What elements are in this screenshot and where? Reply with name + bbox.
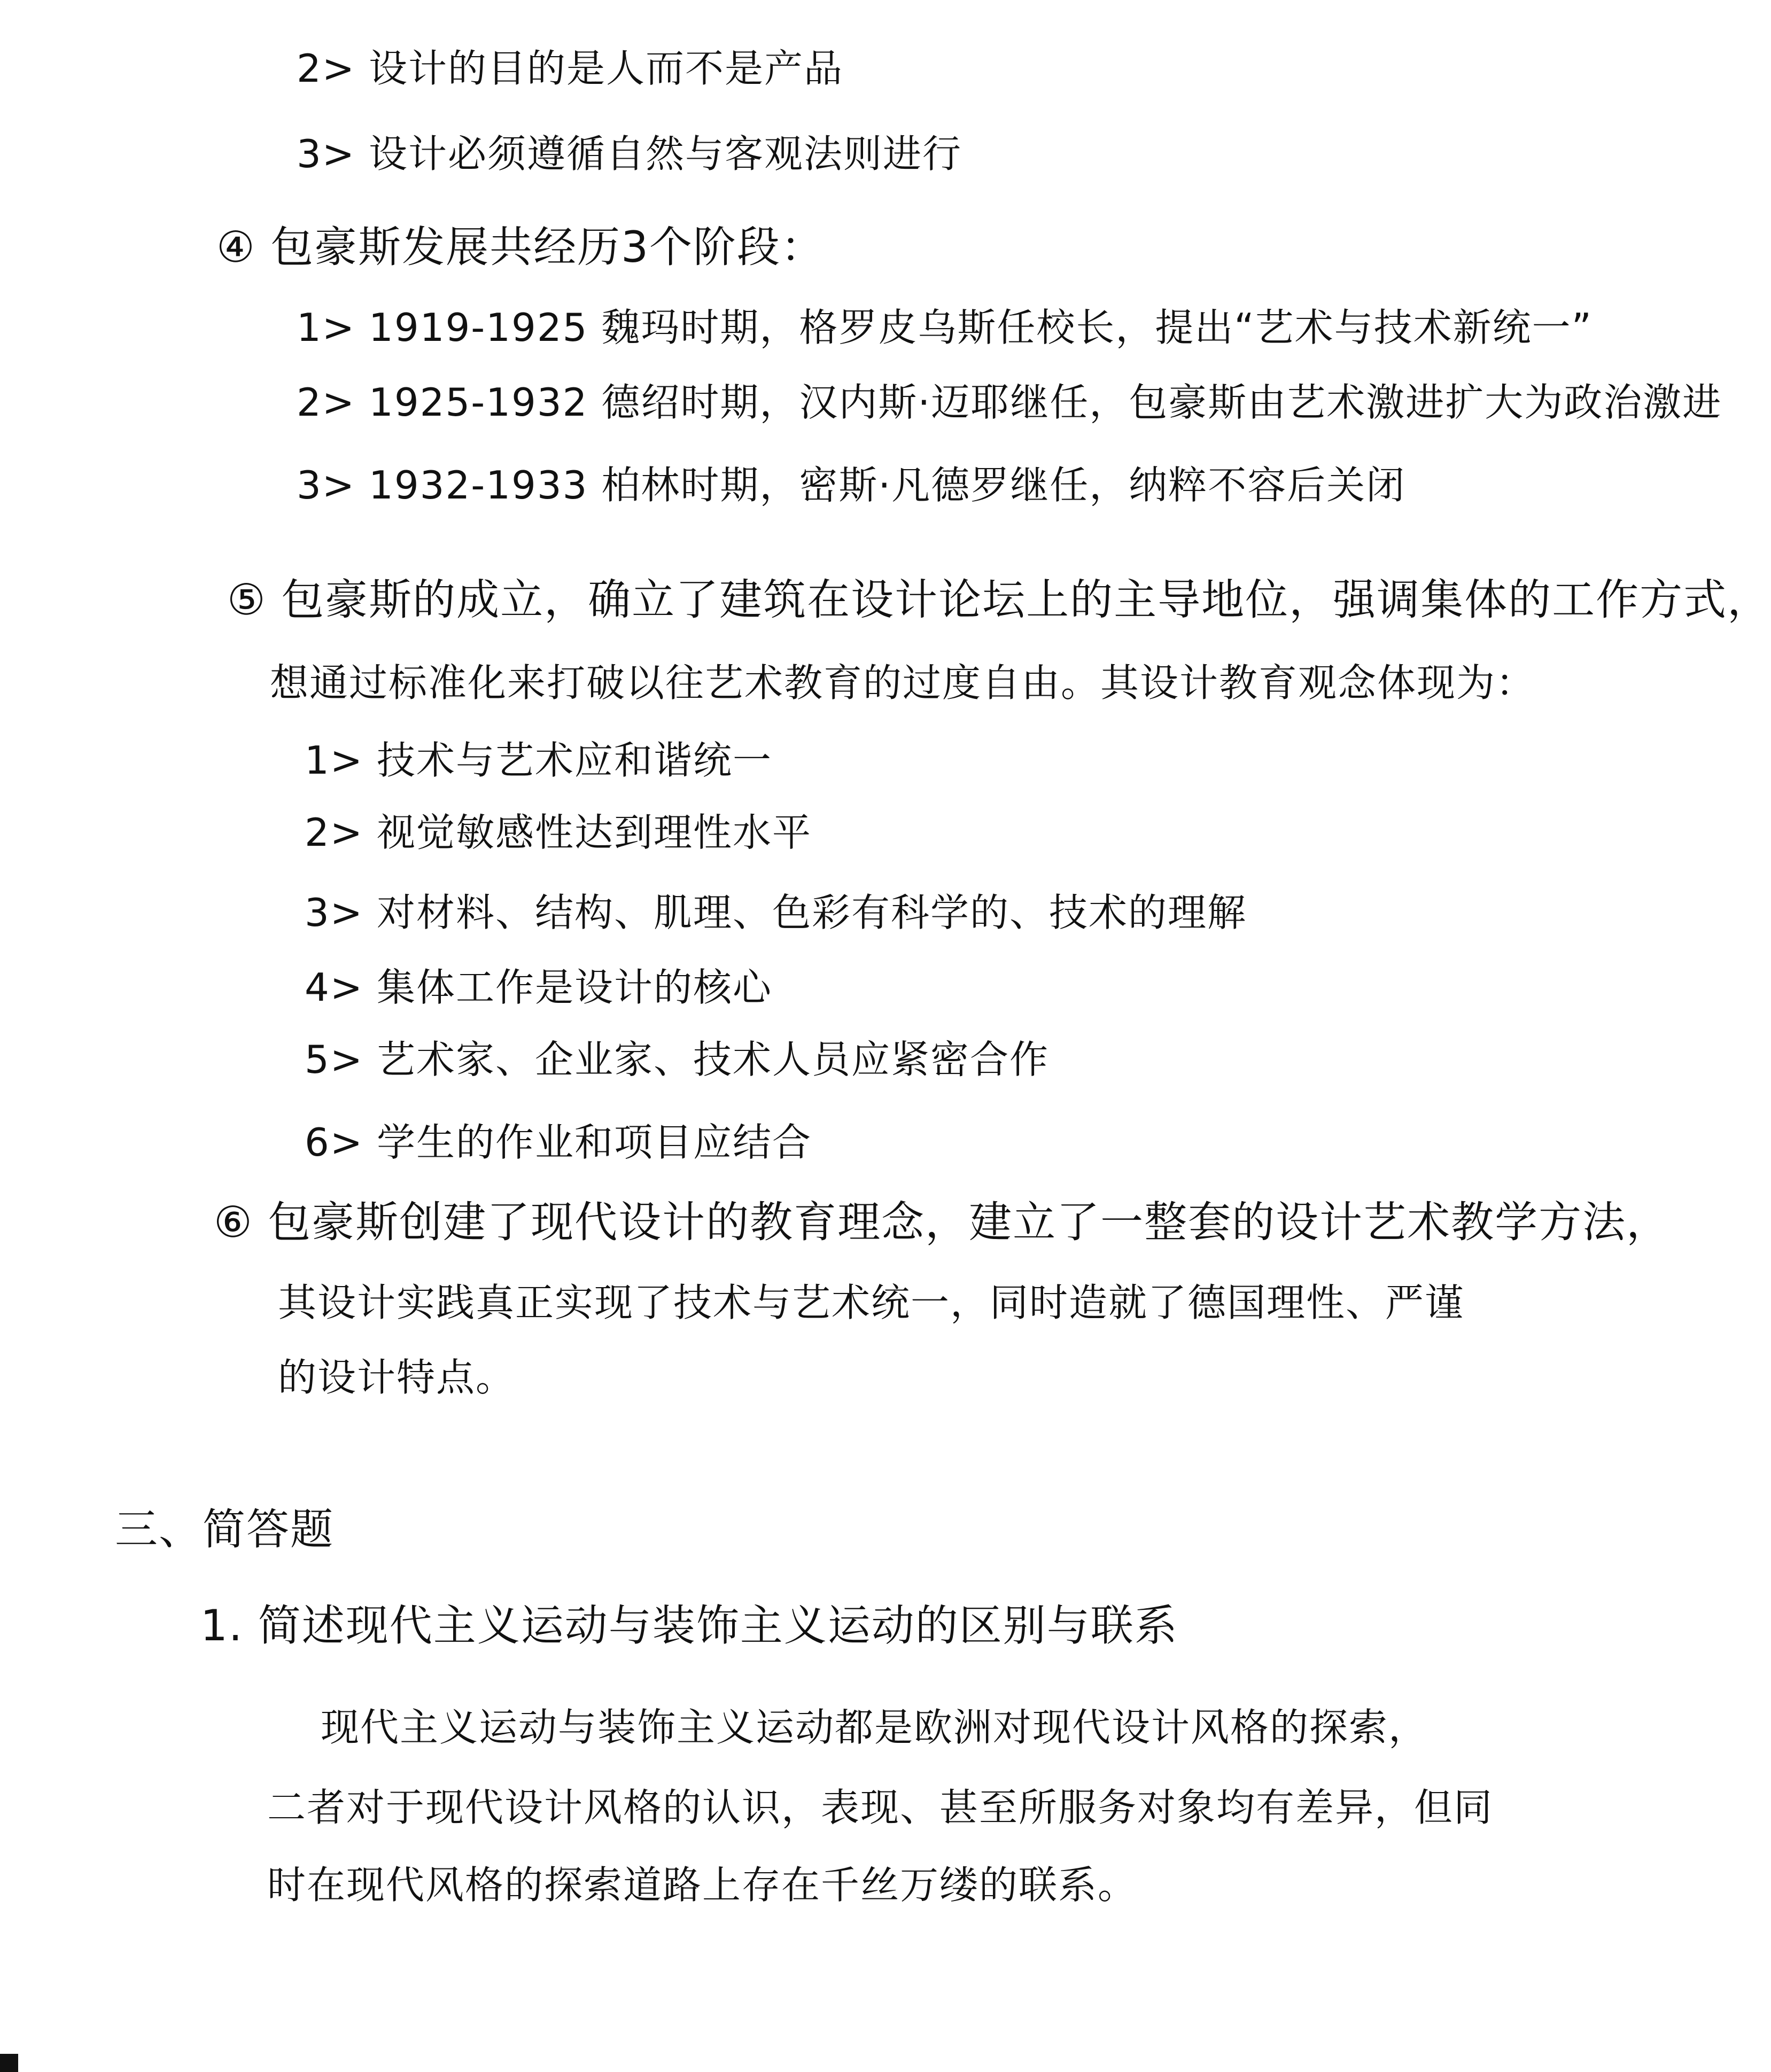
point-5-continuation: 想通过标准化来打破以往艺术教育的过度自由。其设计教育观念体现为：: [270, 660, 1536, 705]
point-6-continuation-2: 的设计特点。: [278, 1355, 516, 1400]
answer-line-2: 二者对于现代设计风格的认识，表现、甚至所服务对象均有差异，但同: [267, 1785, 1494, 1830]
answer-line-1: 现代主义运动与装饰主义运动都是欧洲对现代设计风格的探索，: [321, 1705, 1428, 1750]
section-3-heading: 三、简答题: [115, 1505, 334, 1554]
page-corner-mark: [0, 2054, 18, 2072]
stage-berlin: 3> 1932-1933 柏林时期，密斯·凡德罗继任，纳粹不容后关闭: [297, 463, 1406, 508]
note-line-design-law: 3> 设计必须遵循自然与客观法则进行: [297, 131, 962, 176]
stage-weimar: 1> 1919-1925 魏玛时期，格罗皮乌斯任校长，提出“艺术与技术新统一”: [297, 305, 1593, 350]
principle-2: 2> 视觉敏感性达到理性水平: [305, 810, 812, 855]
question-1: 1. 简述现代主义运动与装饰主义运动的区别与联系: [200, 1601, 1178, 1650]
principle-1: 1> 技术与艺术应和谐统一: [305, 738, 773, 783]
point-4-heading: ④ 包豪斯发展共经历3个阶段：: [216, 222, 825, 272]
answer-line-3: 时在现代风格的探索道路上存在千丝万缕的联系。: [267, 1863, 1138, 1907]
point-6-heading: ⑥ 包豪斯创建了现代设计的教育理念，建立了一整套的设计艺术教学方法，: [214, 1197, 1671, 1247]
principle-6: 6> 学生的作业和项目应结合: [305, 1120, 812, 1165]
note-line-design-purpose: 2> 设计的目的是人而不是产品: [297, 46, 844, 91]
point-6-continuation-1: 其设计实践真正实现了技术与艺术统一，同时造就了德国理性、严谨: [278, 1280, 1465, 1325]
principle-3: 3> 对材料、结构、肌理、色彩有科学的、技术的理解: [305, 890, 1247, 935]
stage-dessau: 2> 1925-1932 德绍时期，汉内斯·迈耶继任，包豪斯由艺术激进扩大为政治激进: [297, 380, 1722, 425]
point-5-heading: ⑤ 包豪斯的成立，确立了建筑在设计论坛上的主导地位，强调集体的工作方式，: [227, 575, 1771, 625]
principle-4: 4> 集体工作是设计的核心: [305, 965, 773, 1010]
principle-5: 5> 艺术家、企业家、技术人员应紧密合作: [305, 1037, 1050, 1082]
